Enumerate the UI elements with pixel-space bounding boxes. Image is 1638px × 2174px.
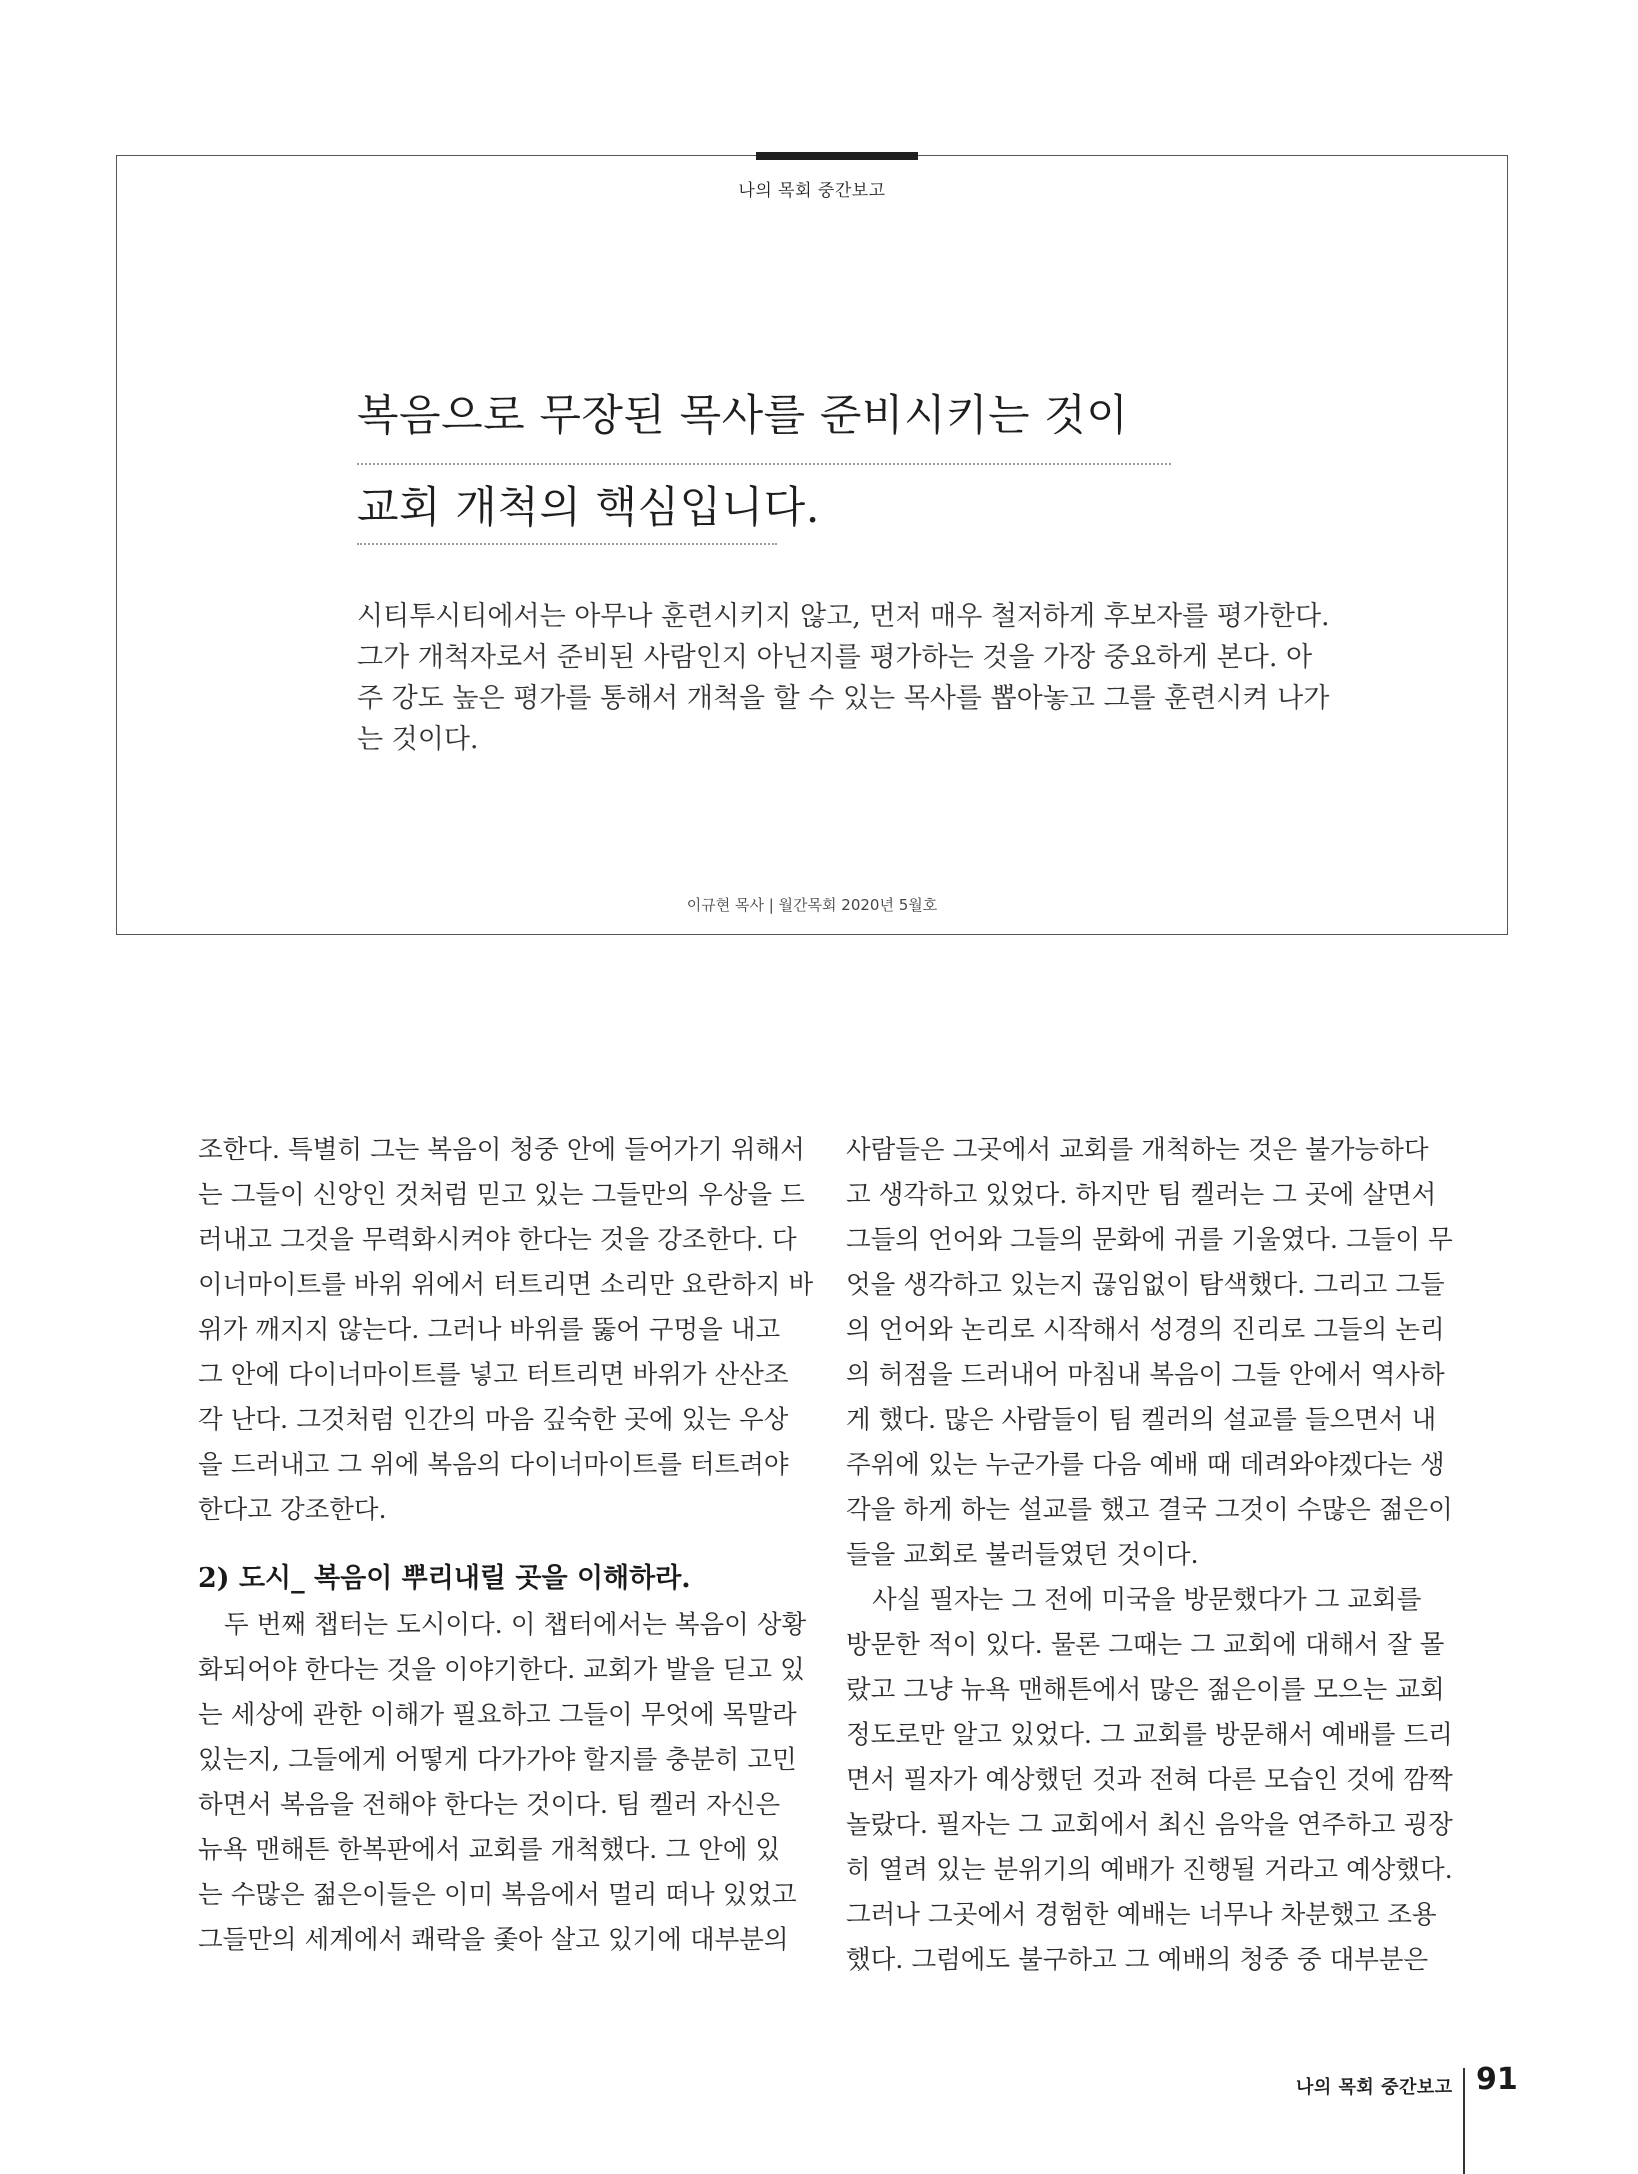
quote-line: 주 강도 높은 평가를 통해서 개척을 할 수 있는 목사를 뽑아놓고 그를 훈련시켜 나가	[357, 683, 1330, 714]
headline-underline-1	[357, 463, 1171, 465]
text-line: 그들만의 세계에서 쾌락을 좇아 살고 있기에 대부분의	[198, 1925, 789, 1955]
footer-divider	[1463, 2068, 1465, 2174]
page-number: 91	[1476, 2062, 1518, 2097]
box-label: 나의 목회 중간보고	[738, 181, 886, 201]
text-line: 각 난다. 그것처럼 인간의 마음 깊숙한 곳에 있는 우상	[198, 1405, 789, 1435]
text-line: 하면서 복음을 전해야 한다는 것이다. 팀 켈러 자신은	[198, 1790, 781, 1820]
pull-quote	[357, 596, 1330, 760]
text-line: 는 그들이 신앙인 것처럼 믿고 있는 그들만의 우상을 드	[198, 1180, 805, 1210]
text-line: 의 언어와 논리로 시작해서 성경의 진리로 그들의 논리	[846, 1315, 1445, 1345]
text-line: 주위에 있는 누군가를 다음 예배 때 데려와야겠다는 생	[846, 1450, 1445, 1480]
text-line: 화되어야 한다는 것을 이야기한다. 교회가 발을 딛고 있	[198, 1655, 805, 1685]
text-line: 했다. 그럼에도 불구하고 그 예배의 청중 중 대부분은	[846, 1945, 1429, 1975]
text-line: 있는지, 그들에게 어떻게 다가가야 할지를 충분히 고민	[198, 1745, 797, 1775]
text-line: 게 했다. 많은 사람들이 팀 켈러의 설교를 들으면서 내	[846, 1405, 1437, 1435]
text-line: 러내고 그것을 무력화시켜야 한다는 것을 강조한다. 다	[198, 1225, 797, 1255]
text-line: 그 안에 다이너마이트를 넣고 터트리면 바위가 산산조	[198, 1360, 789, 1390]
text-line: 엇을 생각하고 있는지 끊임없이 탐색했다. 그리고 그들	[846, 1270, 1445, 1300]
text-line: 들을 교회로 불러들였던 것이다.	[846, 1540, 1199, 1570]
headline-underline-2	[357, 543, 777, 545]
text-line: 을 드러내고 그 위에 복음의 다이너마이트를 터트려야	[198, 1450, 789, 1480]
text-line: 한다고 강조한다.	[198, 1495, 387, 1525]
text-line: 방문한 적이 있다. 물론 그때는 그 교회에 대해서 잘 몰	[846, 1630, 1445, 1660]
text-line: 뉴욕 맨해튼 한복판에서 교회를 개척했다. 그 안에 있	[198, 1835, 781, 1865]
text-line: 그들의 언어와 그들의 문화에 귀를 기울였다. 그들이 무	[846, 1225, 1453, 1255]
byline: 이규현 목사 | 월간목회 2020년 5월호	[686, 896, 938, 914]
text-line: 이너마이트를 바위 위에서 터트리면 소리만 요란하지 바	[198, 1270, 814, 1300]
text-line: 위가 깨지지 않는다. 그러나 바위를 뚫어 구멍을 내고	[198, 1315, 781, 1345]
text-line: 두 번째 챕터는 도시이다. 이 챕터에서는 복음이 상황	[224, 1610, 807, 1640]
text-line: 는 세상에 관한 이해가 필요하고 그들이 무엇에 목말라	[198, 1700, 797, 1730]
text-line: 고 생각하고 있었다. 하지만 팀 켈러는 그 곳에 살면서	[846, 1180, 1437, 1210]
quote-line: 그가 개척자로서 준비된 사람인지 아닌지를 평가하는 것을 가장 중요하게 본다. 아	[357, 642, 1313, 673]
section-heading: 2) 도시_ 복음이 뿌리내릴 곳을 이해하라.	[198, 1563, 691, 1594]
text-line: 조한다. 특별히 그는 복음이 청중 안에 들어가기 위해서	[198, 1135, 805, 1165]
headline-line-2: 교회 개척의 핵심입니다.	[357, 483, 820, 533]
text-line: 각을 하게 하는 설교를 했고 결국 그것이 수많은 젊은이	[846, 1495, 1453, 1525]
quote-line: 는 것이다.	[357, 724, 479, 755]
text-line: 랐고 그냥 뉴욕 맨해튼에서 많은 젊은이를 모으는 교회	[846, 1675, 1445, 1705]
text-line: 사람들은 그곳에서 교회를 개척하는 것은 불가능하다	[846, 1135, 1429, 1165]
text-line: 의 허점을 드러내어 마침내 복음이 그들 안에서 역사하	[846, 1360, 1445, 1390]
quote-box	[116, 155, 1508, 935]
text-line: 면서 필자가 예상했던 것과 전혀 다른 모습인 것에 깜짝	[846, 1765, 1453, 1795]
text-line: 는 수많은 젊은이들은 이미 복음에서 멀리 떠나 있었고	[198, 1880, 797, 1910]
text-line: 그러나 그곳에서 경험한 예배는 너무나 차분했고 조용	[846, 1900, 1437, 1930]
text-line: 히 열려 있는 분위기의 예배가 진행될 거라고 예상했다.	[846, 1855, 1453, 1885]
headline-line-1: 복음으로 무장된 목사를 준비시키는 것이	[357, 391, 1129, 441]
text-line: 사실 필자는 그 전에 미국을 방문했다가 그 교회를	[872, 1585, 1422, 1615]
left-column	[198, 1128, 848, 1963]
box-top-bar	[756, 152, 918, 160]
quote-line: 시티투시티에서는 아무나 훈련시키지 않고, 먼저 매우 철저하게 후보자를 평가한다.	[357, 601, 1330, 632]
text-line: 정도로만 알고 있었다. 그 교회를 방문해서 예배를 드리	[846, 1720, 1453, 1750]
right-column	[846, 1128, 1496, 1983]
text-line: 놀랐다. 필자는 그 교회에서 최신 음악을 연주하고 굉장	[846, 1810, 1453, 1840]
footer-section-title: 나의 목회 중간보고	[1296, 2077, 1453, 2098]
